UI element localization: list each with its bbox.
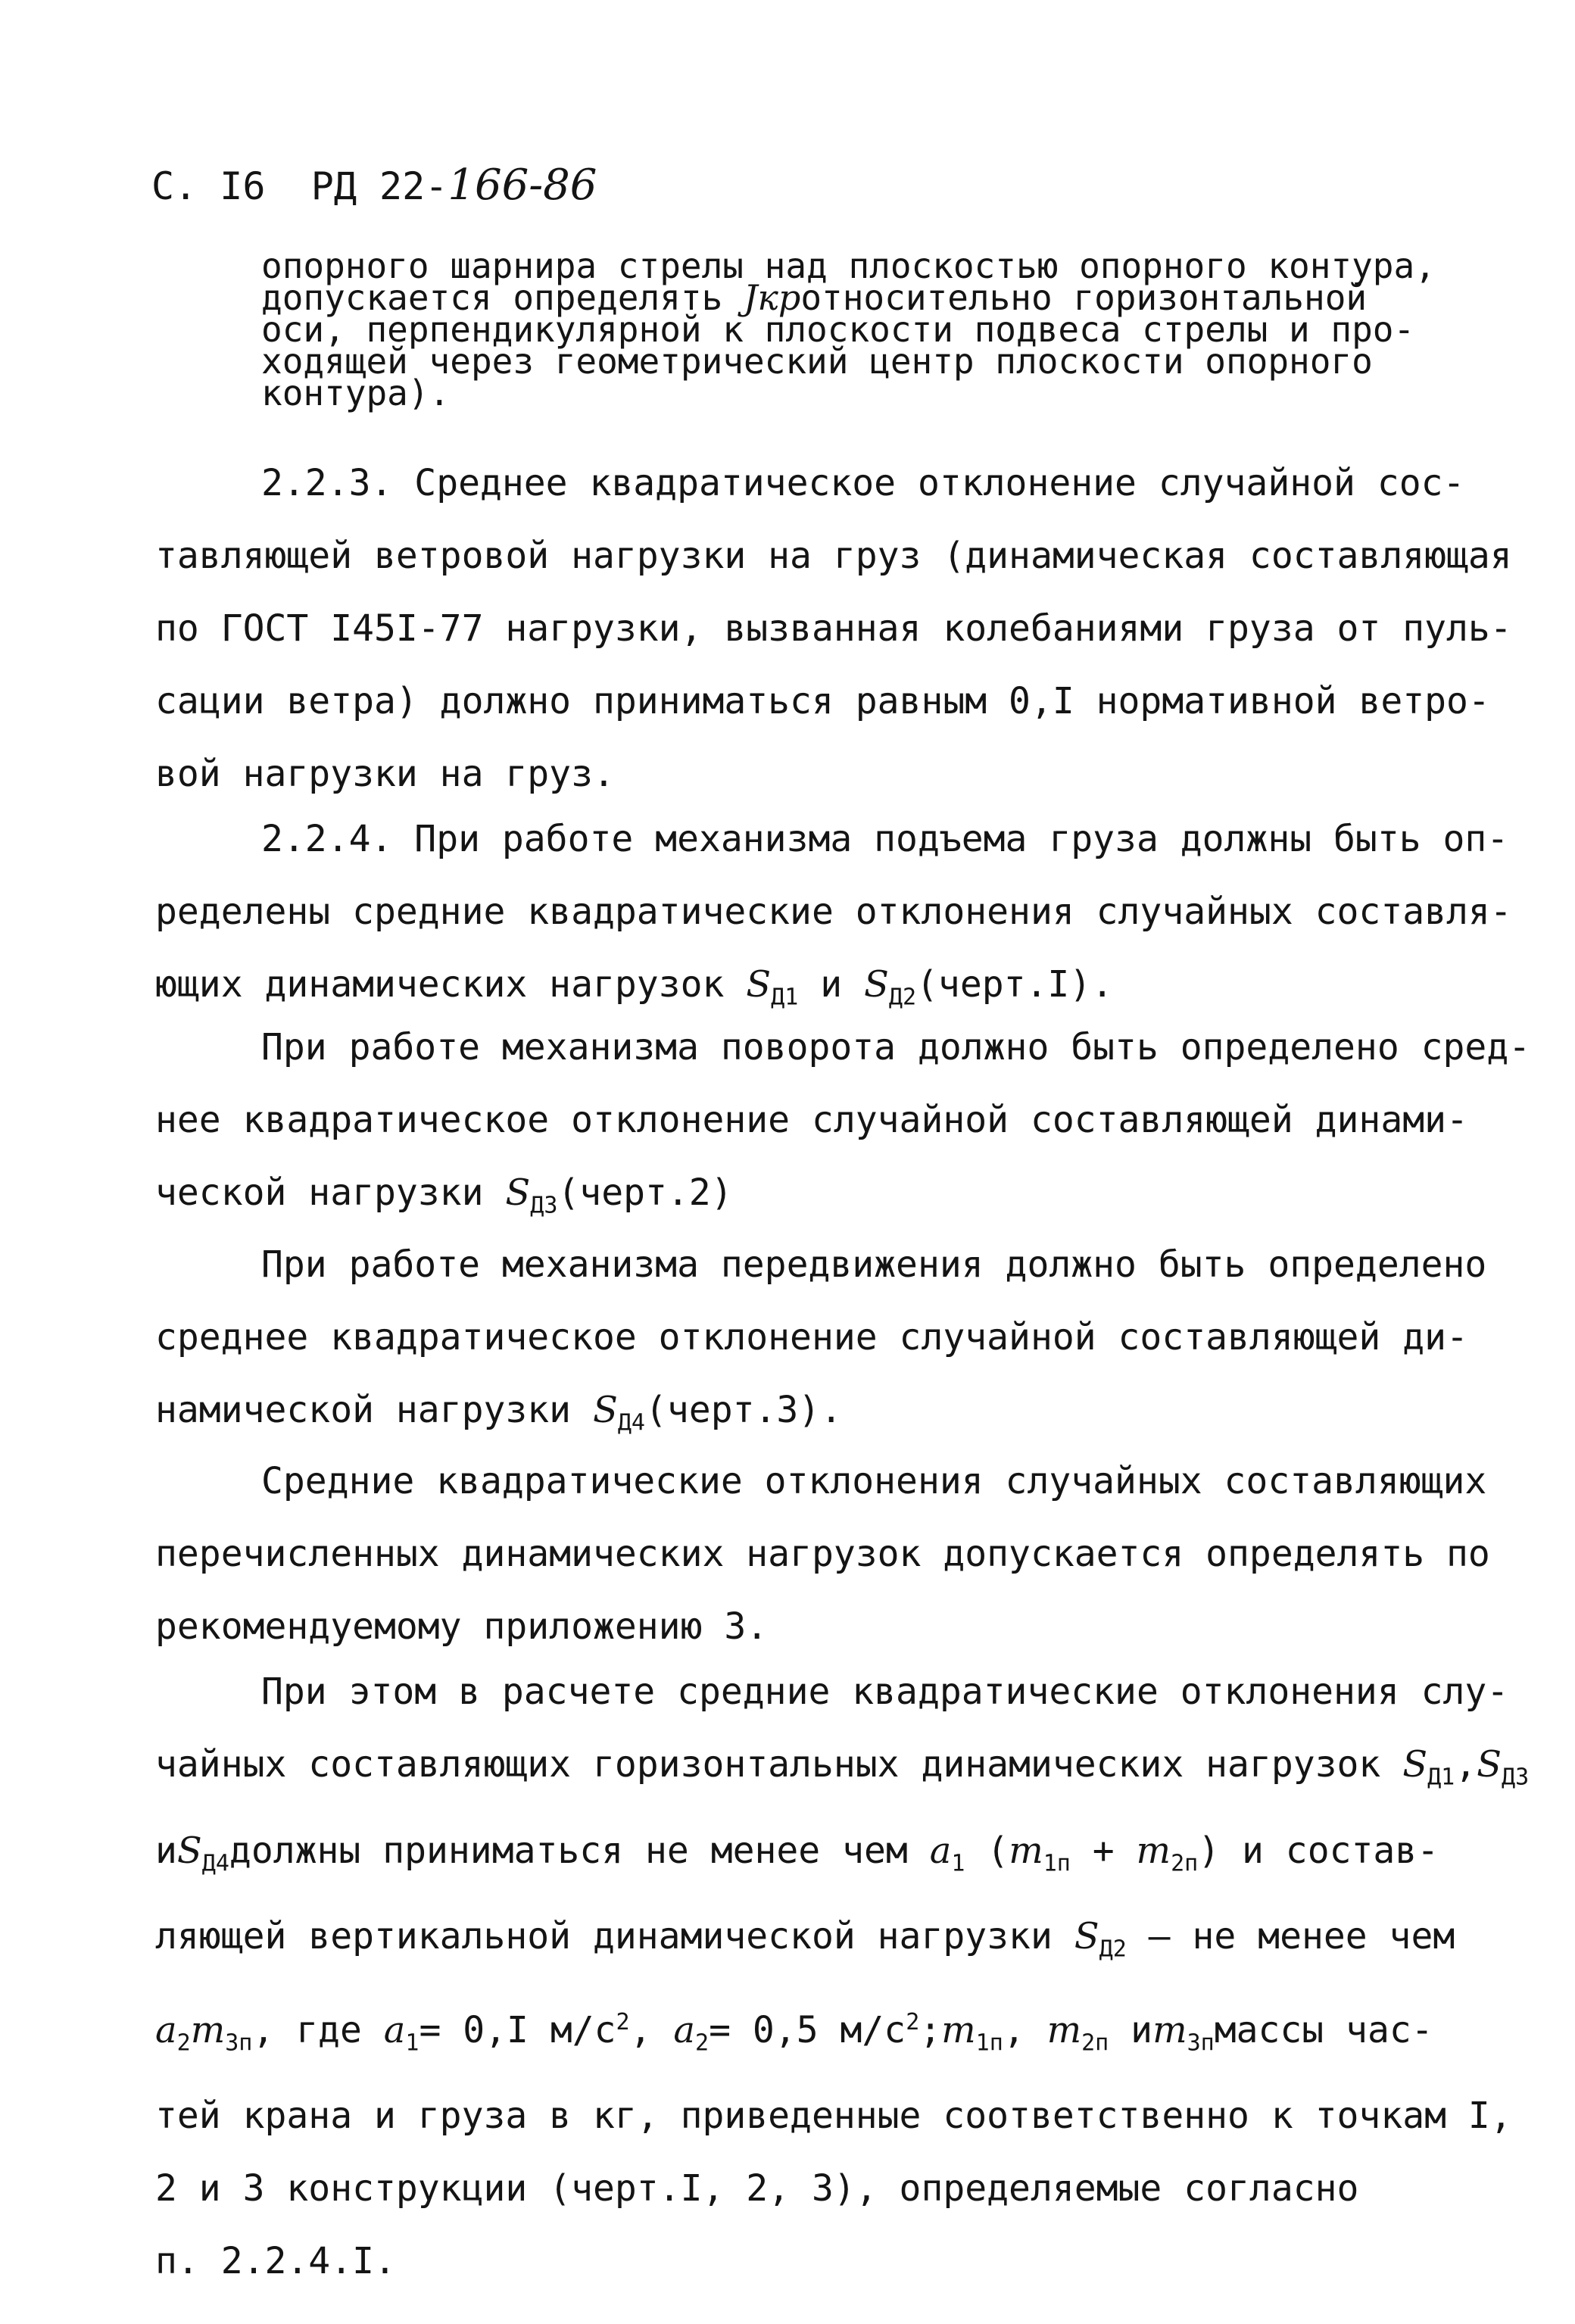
text-line: ределены средние квадратические отклонения случайных составля- <box>155 891 1512 933</box>
symbol-s: S <box>505 1171 531 1214</box>
text-line: тей крана и груза в кг, приведенные соответственно к точкам I, <box>155 2095 1512 2138</box>
text-line: рекомендуемому приложению 3. <box>155 1605 769 1648</box>
text-line: вой нагрузки на груз. <box>155 753 615 795</box>
doc-code: РД 22- <box>310 164 448 208</box>
text-line: $a_2m_{3п}$, где $a_1= 0,I$ $м/с^2$, $a_2= 0,5$ $м/с^2;m_{1п}$, $m_{2п}$ $иm_{3п}массы$ час- <box>155 2008 1433 2057</box>
text-line: При этом в расчете средние квадратические отклонения слу- <box>261 1670 1509 1713</box>
paragraph-peredvizhenie <box>155 1228 1511 1460</box>
text-line: п. 2.2.4.I. <box>155 2240 396 2283</box>
text-line: намической нагрузки $S_{Д4}(черт.3)$. <box>155 1389 843 1437</box>
paragraph-2-2-3 <box>155 447 1511 810</box>
text-line: 2.2.4. При работе механизма подъема груза должны быть оп- <box>261 818 1509 860</box>
text-line: ляющей вертикальной динамической нагрузки $S_{Д2}$ – не менее чем <box>155 1915 1455 1963</box>
text-line: Средние квадратические отклонения случайных составляющих <box>261 1460 1487 1502</box>
paragraph-srednie <box>155 1445 1511 1663</box>
text-line: 2.2.3. Среднее квадратическое отклонение случайной сос- <box>261 462 1465 504</box>
text-line: $иS_{Д4}должны$ приниматься не менее чем $a_1$ $(m_{1п} + m_{2п})$ и состав- <box>155 1829 1439 1877</box>
doc-number-handwritten: 166-86 <box>448 161 597 210</box>
text-line: оси, перпендикулярной к плоскости подвеса стрелы и про- <box>261 309 1415 350</box>
text-line: При работе механизма передвижения должно быть определено <box>261 1243 1487 1286</box>
continuation-text <box>261 245 1488 413</box>
text-line: опорного шарнира стрелы над плоскостью опорного контура, <box>261 245 1436 286</box>
symbol-s: S <box>592 1389 618 1431</box>
text-line: ходящей через геометрический центр плоскости опорного <box>261 341 1373 382</box>
text-line: сации ветра) должно приниматься равным 0,I нормативной ветро- <box>155 680 1490 722</box>
text-line: При работе механизма поворота должно быть определено сред- <box>261 1026 1531 1068</box>
text-line: допускается определять Jкротносительно горизонтальной <box>261 277 1368 318</box>
text-line: тавляющей ветровой нагрузки на груз (динамическая составляющая <box>155 535 1512 577</box>
symbol-jkr: Jкр <box>743 277 801 318</box>
symbol-s: S <box>746 963 772 1006</box>
text-line: ющих динамических нагрузок $S_{Д1}$ и $S_{Д2}(черт.I)$. <box>155 963 1114 1011</box>
paragraph-raschet <box>155 1655 1530 2297</box>
symbol-s: S <box>864 963 889 1006</box>
text-line: контура). <box>261 373 451 413</box>
page-header <box>151 161 597 210</box>
text-line: чайных составляющих горизонтальных динамических нагрузок $S_{Д1},S_{Д3}$ <box>155 1743 1530 1791</box>
text-line: ческой нагрузки $S_{Д3}(черт.2)$ <box>155 1171 733 1219</box>
paragraph-2-2-4 <box>155 803 1511 1034</box>
text-line: нее квадратическое отклонение случайной составляющей динами- <box>155 1099 1468 1141</box>
text-line: 2 и 3 конструкции (черт.I, 2, 3), определяемые согласно <box>155 2167 1359 2210</box>
paragraph-povorot <box>155 1011 1531 1243</box>
text-line: перечисленных динамических нагрузок допускается определять по <box>155 1533 1490 1575</box>
text-line: среднее квадратическое отклонение случайной составляющей ди- <box>155 1316 1468 1359</box>
text-line: по ГОСТ I45I-77 нагрузки, вызванная колебаниями груза от пуль- <box>155 607 1512 650</box>
page-ref: С. I6 <box>151 164 266 208</box>
